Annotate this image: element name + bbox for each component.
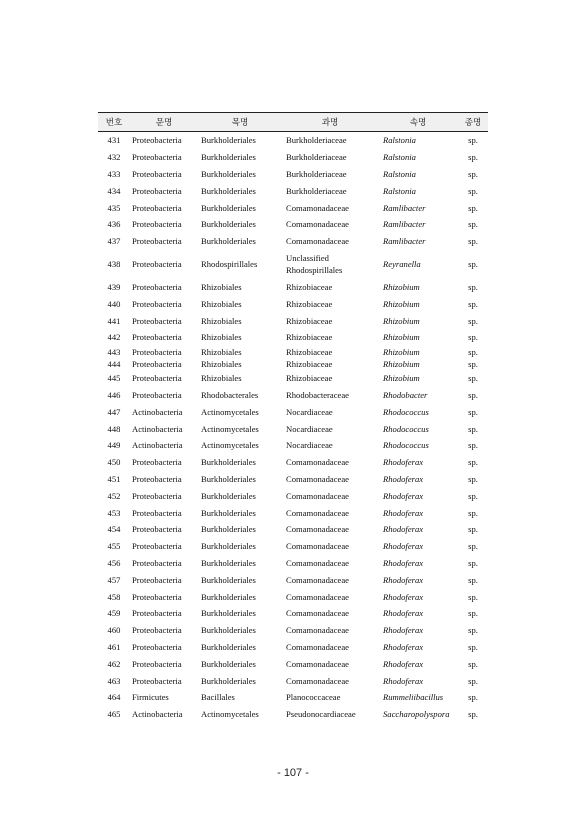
row-number: 448 bbox=[107, 423, 121, 434]
genus-cell: Reyranella bbox=[383, 259, 421, 270]
phylum-cell: Proteobacteria bbox=[132, 608, 182, 619]
phylum-cell: Proteobacteria bbox=[132, 236, 182, 247]
genus-cell: Rhodoferax bbox=[383, 641, 424, 652]
table-row bbox=[98, 471, 488, 488]
phylum-cell: Proteobacteria bbox=[132, 490, 182, 501]
species-cell: sp. bbox=[468, 709, 478, 720]
row-number: 453 bbox=[107, 507, 121, 518]
family-cell: Nocardiaceae bbox=[286, 406, 333, 417]
genus-cell: Rhodoferax bbox=[383, 541, 424, 552]
family-cell: Burkholderiaceae bbox=[286, 168, 347, 179]
table-row bbox=[98, 250, 488, 279]
table-row bbox=[98, 329, 488, 346]
row-number: 456 bbox=[107, 557, 121, 568]
row-number: 445 bbox=[107, 373, 121, 384]
order-cell: Burkholderiales bbox=[201, 625, 256, 636]
phylum-cell: Actinobacteria bbox=[132, 406, 183, 417]
order-cell: Actinomycetales bbox=[201, 709, 259, 720]
phylum-cell: Proteobacteria bbox=[132, 473, 182, 484]
page-number: - 107 - bbox=[277, 767, 309, 779]
row-number: 459 bbox=[107, 608, 121, 619]
table-row bbox=[98, 216, 488, 233]
family-cell: Comamonadaceae bbox=[286, 641, 349, 652]
table-row bbox=[98, 312, 488, 329]
order-cell: Burkholderiales bbox=[201, 591, 256, 602]
table-row bbox=[98, 504, 488, 521]
species-cell: sp. bbox=[468, 298, 478, 309]
species-cell: sp. bbox=[468, 346, 478, 357]
genus-cell: Rhizobium bbox=[383, 281, 420, 292]
order-cell: Actinomycetales bbox=[201, 423, 259, 434]
genus-cell: Rhizobium bbox=[383, 315, 420, 326]
row-number: 454 bbox=[107, 524, 121, 535]
phylum-cell: Proteobacteria bbox=[132, 346, 182, 357]
species-cell: sp. bbox=[468, 202, 478, 213]
species-cell: sp. bbox=[468, 641, 478, 652]
species-cell: sp. bbox=[468, 315, 478, 326]
table-row bbox=[98, 166, 488, 183]
species-cell: sp. bbox=[468, 591, 478, 602]
phylum-cell: Proteobacteria bbox=[132, 315, 182, 326]
family-cell: Comamonadaceae bbox=[286, 675, 349, 686]
table-row bbox=[98, 521, 488, 538]
species-cell: sp. bbox=[468, 490, 478, 501]
row-number: 431 bbox=[107, 135, 121, 146]
species-cell: sp. bbox=[468, 406, 478, 417]
species-cell: sp. bbox=[468, 423, 478, 434]
order-cell: Rhizobiales bbox=[201, 358, 242, 369]
genus-cell: Ralstonia bbox=[383, 135, 416, 146]
genus-cell: Rhodobacter bbox=[383, 389, 428, 400]
family-cell: Comamonadaceae bbox=[286, 202, 349, 213]
row-number: 436 bbox=[107, 219, 121, 230]
family-cell: Comamonadaceae bbox=[286, 591, 349, 602]
family-cell: Burkholderiaceae bbox=[286, 185, 347, 196]
table-row bbox=[98, 279, 488, 296]
table-row bbox=[98, 387, 488, 404]
table-row bbox=[98, 437, 488, 454]
family-cell: Rhizobiaceae bbox=[286, 315, 333, 326]
row-number: 447 bbox=[107, 406, 121, 417]
row-number: 458 bbox=[107, 591, 121, 602]
phylum-cell: Proteobacteria bbox=[132, 389, 182, 400]
order-cell: Rhizobiales bbox=[201, 346, 242, 357]
table-row bbox=[98, 454, 488, 471]
row-number: 433 bbox=[107, 168, 121, 179]
table-row bbox=[98, 346, 488, 358]
order-cell: Rhizobiales bbox=[201, 373, 242, 384]
row-number: 463 bbox=[107, 675, 121, 686]
row-number: 432 bbox=[107, 152, 121, 163]
order-cell: Rhodobacterales bbox=[201, 389, 259, 400]
genus-cell: Ramlibacter bbox=[383, 219, 426, 230]
row-number: 449 bbox=[107, 440, 121, 451]
genus-cell: Rummeliibacillus bbox=[383, 692, 444, 703]
species-cell: sp. bbox=[468, 440, 478, 451]
order-cell: Bacillales bbox=[201, 692, 235, 703]
header-phylum: 문명 bbox=[155, 118, 173, 128]
species-cell: sp. bbox=[468, 185, 478, 196]
species-cell: sp. bbox=[468, 373, 478, 384]
phylum-cell: Proteobacteria bbox=[132, 457, 182, 468]
order-cell: Burkholderiales bbox=[201, 490, 256, 501]
species-cell: sp. bbox=[468, 608, 478, 619]
genus-cell: Rhodoferax bbox=[383, 591, 424, 602]
genus-cell: Ralstonia bbox=[383, 185, 416, 196]
order-cell: Burkholderiales bbox=[201, 608, 256, 619]
family-cell: Comamonadaceae bbox=[286, 457, 349, 468]
phylum-cell: Proteobacteria bbox=[132, 135, 182, 146]
genus-cell: Rhodoferax bbox=[383, 675, 424, 686]
row-number: 442 bbox=[107, 332, 121, 343]
row-number: 457 bbox=[107, 574, 121, 585]
genus-cell: Rhodoferax bbox=[383, 490, 424, 501]
species-cell: sp. bbox=[468, 259, 478, 270]
family-cell: Rhizobiaceae bbox=[286, 298, 333, 309]
order-cell: Actinomycetales bbox=[201, 406, 259, 417]
family-cell: Nocardiaceae bbox=[286, 440, 333, 451]
family-cell: Pseudonocardiaceae bbox=[286, 709, 356, 720]
phylum-cell: Proteobacteria bbox=[132, 219, 182, 230]
table-row bbox=[98, 295, 488, 312]
genus-cell: Ralstonia bbox=[383, 152, 416, 163]
species-cell: sp. bbox=[468, 168, 478, 179]
species-cell: sp. bbox=[468, 574, 478, 585]
order-cell: Rhizobiales bbox=[201, 298, 242, 309]
table-row bbox=[98, 689, 488, 706]
table-row bbox=[98, 403, 488, 420]
phylum-cell: Proteobacteria bbox=[132, 625, 182, 636]
row-number: 452 bbox=[107, 490, 121, 501]
species-cell: sp. bbox=[468, 389, 478, 400]
order-cell: Burkholderiales bbox=[201, 541, 256, 552]
table-row bbox=[98, 571, 488, 588]
species-table-container bbox=[98, 112, 488, 723]
species-cell: sp. bbox=[468, 675, 478, 686]
genus-cell: Ramlibacter bbox=[383, 202, 426, 213]
genus-cell: Rhodoferax bbox=[383, 457, 424, 468]
row-number: 439 bbox=[107, 281, 121, 292]
phylum-cell: Proteobacteria bbox=[132, 358, 182, 369]
row-number: 440 bbox=[107, 298, 121, 309]
species-cell: sp. bbox=[468, 507, 478, 518]
row-number: 451 bbox=[107, 473, 121, 484]
order-cell: Actinomycetales bbox=[201, 440, 259, 451]
phylum-cell: Actinobacteria bbox=[132, 709, 183, 720]
phylum-cell: Proteobacteria bbox=[132, 658, 182, 669]
phylum-cell: Proteobacteria bbox=[132, 541, 182, 552]
family-cell: Rhodobacteraceae bbox=[286, 389, 349, 400]
genus-cell: Rhodococcus bbox=[383, 423, 429, 434]
genus-cell: Rhizobium bbox=[383, 332, 420, 343]
genus-cell: Rhizobium bbox=[383, 373, 420, 384]
header-order: 목명 bbox=[231, 118, 249, 128]
genus-cell: Rhizobium bbox=[383, 346, 420, 357]
family-cell: Rhizobiaceae bbox=[286, 281, 333, 292]
table-row bbox=[98, 233, 488, 250]
species-cell: sp. bbox=[468, 524, 478, 535]
table-row bbox=[98, 538, 488, 555]
row-number: 450 bbox=[107, 457, 121, 468]
family-cell: Comamonadaceae bbox=[286, 557, 349, 568]
order-cell: Burkholderiales bbox=[201, 507, 256, 518]
row-number: 461 bbox=[107, 641, 121, 652]
family-cell: Comamonadaceae bbox=[286, 490, 349, 501]
species-cell: sp. bbox=[468, 692, 478, 703]
order-cell: Burkholderiales bbox=[201, 557, 256, 568]
order-cell: Burkholderiales bbox=[201, 152, 256, 163]
header-row bbox=[98, 113, 488, 132]
genus-cell: Rhodoferax bbox=[383, 524, 424, 535]
row-number: 464 bbox=[107, 692, 121, 703]
genus-cell: Rhodoferax bbox=[383, 557, 424, 568]
species-cell: sp. bbox=[468, 236, 478, 247]
phylum-cell: Proteobacteria bbox=[132, 298, 182, 309]
phylum-cell: Proteobacteria bbox=[132, 591, 182, 602]
order-cell: Burkholderiales bbox=[201, 202, 256, 213]
family-cell: Rhizobiaceae bbox=[286, 346, 333, 357]
family-cell: Nocardiaceae bbox=[286, 423, 333, 434]
phylum-cell: Actinobacteria bbox=[132, 440, 183, 451]
family-cell: Rhizobiaceae bbox=[286, 373, 333, 384]
phylum-cell: Proteobacteria bbox=[132, 168, 182, 179]
family-cell: Comamonadaceae bbox=[286, 473, 349, 484]
genus-cell: Ralstonia bbox=[383, 168, 416, 179]
header-number: 번호 bbox=[105, 118, 123, 128]
table-row bbox=[98, 672, 488, 689]
order-cell: Burkholderiales bbox=[201, 185, 256, 196]
genus-cell: Rhodoferax bbox=[383, 608, 424, 619]
table-row bbox=[98, 149, 488, 166]
order-cell: Burkholderiales bbox=[201, 135, 256, 146]
order-cell: Burkholderiales bbox=[201, 219, 256, 230]
genus-cell: Rhodococcus bbox=[383, 440, 429, 451]
genus-cell: Rhizobium bbox=[383, 358, 420, 369]
phylum-cell: Proteobacteria bbox=[132, 152, 182, 163]
family-cell: Planococcaceae bbox=[286, 692, 341, 703]
row-number: 443 bbox=[107, 346, 121, 357]
table-row bbox=[98, 622, 488, 639]
row-number: 460 bbox=[107, 625, 121, 636]
species-cell: sp. bbox=[468, 332, 478, 343]
row-number: 437 bbox=[107, 236, 121, 247]
table-row bbox=[98, 132, 488, 149]
order-cell: Burkholderiales bbox=[201, 658, 256, 669]
header-family: 과명 bbox=[321, 118, 339, 128]
table-row bbox=[98, 182, 488, 199]
genus-cell: Rhizobium bbox=[383, 298, 420, 309]
family-cell: Comamonadaceae bbox=[286, 658, 349, 669]
species-cell: sp. bbox=[468, 457, 478, 468]
row-number: 441 bbox=[107, 315, 121, 326]
table-row bbox=[98, 639, 488, 656]
species-cell: sp. bbox=[468, 473, 478, 484]
row-number: 462 bbox=[107, 658, 121, 669]
genus-cell: Rhodoferax bbox=[383, 625, 424, 636]
table-row bbox=[98, 358, 488, 370]
order-cell: Burkholderiales bbox=[201, 236, 256, 247]
family-cell: Unclassified Rhodospirillales bbox=[286, 253, 343, 276]
species-cell: sp. bbox=[468, 281, 478, 292]
family-cell: Burkholderiaceae bbox=[286, 152, 347, 163]
order-cell: Rhizobiales bbox=[201, 332, 242, 343]
species-cell: sp. bbox=[468, 541, 478, 552]
table-row bbox=[98, 199, 488, 216]
row-number: 434 bbox=[107, 185, 121, 196]
phylum-cell: Actinobacteria bbox=[132, 423, 183, 434]
family-cell: Comamonadaceae bbox=[286, 236, 349, 247]
phylum-cell: Proteobacteria bbox=[132, 259, 182, 270]
species-table bbox=[98, 112, 488, 723]
order-cell: Burkholderiales bbox=[201, 574, 256, 585]
family-cell: Comamonadaceae bbox=[286, 219, 349, 230]
family-cell: Comamonadaceae bbox=[286, 541, 349, 552]
family-cell: Comamonadaceae bbox=[286, 524, 349, 535]
order-cell: Rhizobiales bbox=[201, 315, 242, 326]
row-number: 438 bbox=[107, 259, 121, 270]
genus-cell: Ramlibacter bbox=[383, 236, 426, 247]
table-header bbox=[98, 113, 488, 132]
genus-cell: Rhodoferax bbox=[383, 473, 424, 484]
row-number: 465 bbox=[107, 709, 121, 720]
species-cell: sp. bbox=[468, 135, 478, 146]
species-cell: sp. bbox=[468, 219, 478, 230]
family-cell: Comamonadaceae bbox=[286, 608, 349, 619]
header-genus: 속명 bbox=[409, 118, 427, 128]
table-body bbox=[98, 132, 488, 723]
order-cell: Burkholderiales bbox=[201, 168, 256, 179]
row-number: 435 bbox=[107, 202, 121, 213]
header-species: 종명 bbox=[464, 118, 482, 128]
phylum-cell: Proteobacteria bbox=[132, 557, 182, 568]
species-cell: sp. bbox=[468, 557, 478, 568]
phylum-cell: Proteobacteria bbox=[132, 332, 182, 343]
order-cell: Rhodospirillales bbox=[201, 259, 258, 270]
phylum-cell: Proteobacteria bbox=[132, 185, 182, 196]
order-cell: Burkholderiales bbox=[201, 524, 256, 535]
phylum-cell: Firmicutes bbox=[132, 692, 169, 703]
family-cell: Rhizobiaceae bbox=[286, 358, 333, 369]
family-cell: Comamonadaceae bbox=[286, 507, 349, 518]
family-cell: Rhizobiaceae bbox=[286, 332, 333, 343]
family-cell: Comamonadaceae bbox=[286, 625, 349, 636]
row-number: 446 bbox=[107, 389, 121, 400]
phylum-cell: Proteobacteria bbox=[132, 507, 182, 518]
table-row bbox=[98, 706, 488, 723]
order-cell: Burkholderiales bbox=[201, 675, 256, 686]
genus-cell: Rhodoferax bbox=[383, 574, 424, 585]
order-cell: Burkholderiales bbox=[201, 457, 256, 468]
phylum-cell: Proteobacteria bbox=[132, 524, 182, 535]
species-cell: sp. bbox=[468, 152, 478, 163]
order-cell: Rhizobiales bbox=[201, 281, 242, 292]
order-cell: Burkholderiales bbox=[201, 641, 256, 652]
species-cell: sp. bbox=[468, 625, 478, 636]
phylum-cell: Proteobacteria bbox=[132, 373, 182, 384]
order-cell: Burkholderiales bbox=[201, 473, 256, 484]
phylum-cell: Proteobacteria bbox=[132, 574, 182, 585]
row-number: 455 bbox=[107, 541, 121, 552]
table-row bbox=[98, 420, 488, 437]
phylum-cell: Proteobacteria bbox=[132, 281, 182, 292]
genus-cell: Rhodoferax bbox=[383, 658, 424, 669]
phylum-cell: Proteobacteria bbox=[132, 675, 182, 686]
species-cell: sp. bbox=[468, 358, 478, 369]
table-row bbox=[98, 605, 488, 622]
family-cell: Burkholderiaceae bbox=[286, 135, 347, 146]
genus-cell: Saccharopolyspora bbox=[383, 709, 450, 720]
phylum-cell: Proteobacteria bbox=[132, 641, 182, 652]
species-cell: sp. bbox=[468, 658, 478, 669]
family-cell: Comamonadaceae bbox=[286, 574, 349, 585]
row-number: 444 bbox=[107, 358, 121, 369]
genus-cell: Rhodococcus bbox=[383, 406, 429, 417]
table-row bbox=[98, 487, 488, 504]
phylum-cell: Proteobacteria bbox=[132, 202, 182, 213]
table-row bbox=[98, 588, 488, 605]
table-row bbox=[98, 370, 488, 387]
table-row bbox=[98, 555, 488, 572]
table-row bbox=[98, 655, 488, 672]
genus-cell: Rhodoferax bbox=[383, 507, 424, 518]
